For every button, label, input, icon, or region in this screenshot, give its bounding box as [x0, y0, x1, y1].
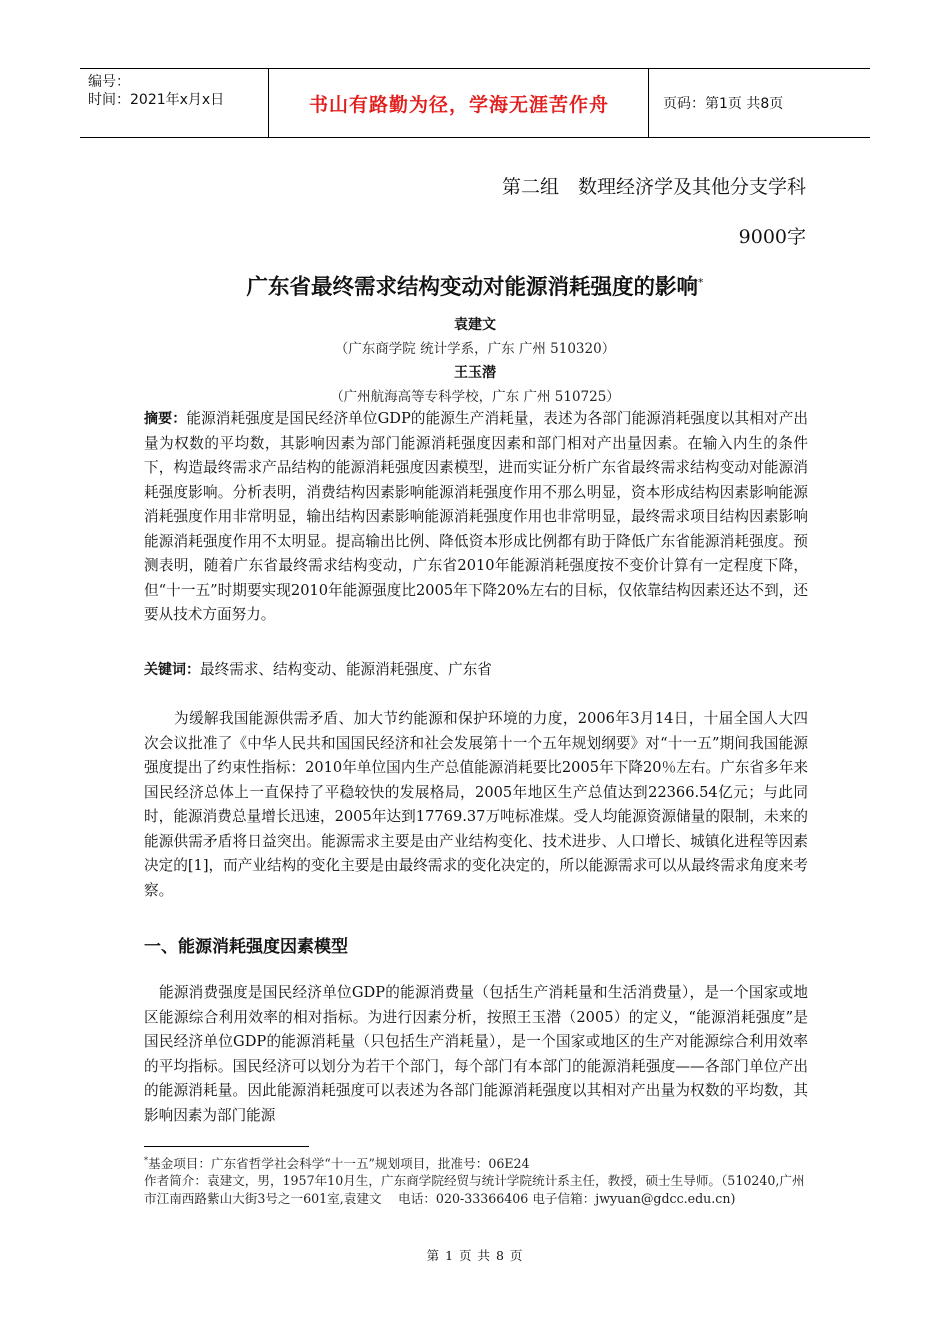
- page-footer: 第 1 页 共 8 页: [426, 1248, 524, 1263]
- section-1-paragraph: 能源消费强度是国民经济单位GDP的能源消费量（包括生产消耗量和生活消费量），是一个国家或地区能源综合利用效率的相对指标。为进行因素分析，按照王玉潜（2005）的定义，“能源消耗强度”是国民经济单位GDP的能源消耗量（只包括生产消耗量），是一个国家或地区的生产对能源综合利用效率的平均指标。国民经济可以划分为若干个部门，每个部门有本部门的能源消耗强度——各部门单位产出的能源消耗量。因此能源消耗强度可以表述为各部门能源消耗强度以其相对产出量为权数的平均数，其影响因素为部门能源: [144, 984, 808, 1124]
- author-2: 王玉潜: [454, 365, 496, 381]
- header-motto-cell: [270, 69, 649, 137]
- footnote-bio: 作者简介：袁建文，男，1957年10月生，广东商学院经贸与统计学院统计系主任，教授，硕士生导师。（510240,广州市江南西路紫山大街3号之一601室,袁建文 电话：020-33366406 电子信箱：jwyuan@gdcc.edu.cn): [144, 1173, 805, 1206]
- title-footnote-mark: *: [698, 275, 704, 289]
- section-heading-1: 一、能源消耗强度因素模型: [144, 937, 348, 957]
- intro-paragraph: 为缓解我国能源供需矛盾、加大节约能源和保护环境的力度，2006年3月14日，十届全国人大四次会议批准了《中华人民共和国国民经济和社会发展第十一个五年规划纲要》对“十一五”期间我国能源强度提出了约束性指标：2010年单位国内生产总值能源消耗要比2005年下降20％左右。广东省多年来国民经济总体上一直保持了平稳较快的发展格局，2005年地区生产总值达到22366.54亿元；与此同时，能源消费总量增长迅速，2005年达到17769.37万吨标准煤。受人均能源资源储量的限制，未来的能源供需矛盾将日益突出。能源需求主要是由产业结构变化、技术进步、人口增长、城镇化进程等因素决定的[1]，而产业结构的变化主要是由最终需求的变化决定的，所以能源需求可以从最终需求角度来考察。: [144, 710, 808, 899]
- keywords-text: 最终需求、结构变动、能源消耗强度、广东省: [200, 661, 492, 678]
- header-motto: 书山有路勤为径，学海无涯苦作舟: [308, 93, 609, 116]
- footnote-fund: [144, 1152, 808, 1173]
- header-code: 编号：: [88, 74, 130, 90]
- header-time: 时间：2021年x月x日: [88, 92, 225, 108]
- abstract: [144, 407, 808, 628]
- author-1: 袁建文: [454, 317, 496, 333]
- footnote-mark: *: [144, 1156, 148, 1165]
- paper-title: [0, 270, 950, 301]
- subject-group: 第二组 数理经济学及其他分支学科: [501, 176, 806, 198]
- header-page-info: 页码：第1页 共8页: [663, 96, 784, 112]
- keywords-label: 关键词：: [144, 662, 200, 678]
- abstract-label: 摘要：: [144, 411, 187, 427]
- abstract-text: 能源消耗强度是国民经济单位GDP的能源生产消耗量，表述为各部门能源消耗强度以其相对产出量为权数的平均数，其影响因素为部门能源消耗强度因素和部门相对产出量因素。在输入内生的条件下，构造最终需求产品结构的能源消耗强度因素模型，进而实证分析广东省最终需求结构变动对能源消耗强度影响。分析表明，消费结构因素影响能源消耗强度作用不那么明显，资本形成结构因素影响能源消耗强度作用非常明显，输出结构因素影响能源消耗强度作用也非常明显，最终需求项目结构因素影响能源消耗强度作用不太明显。提高输出比例、降低资本形成比例都有助于降低广东省能源消耗强度。预测表明，随着广东省最终需求结构变动，广东省2010年能源消耗强度按不变价计算有一定程度下降，但“十一五”时期要实现2010年能源强度比2005年下降20%左右的目标，仅依靠结构因素还达不到，还要从技术方面努力。: [144, 410, 809, 623]
- keywords: [144, 658, 808, 683]
- page-header: [80, 68, 870, 138]
- affiliation-2: （广州航海高等专科学校，广东 广州 510725）: [330, 389, 620, 405]
- paper-title-text: 广东省最终需求结构变动对能源消耗强度的影响: [246, 275, 698, 300]
- footnote-fund-text: 基金项目：广东省哲学社会科学“十一五”规划项目，批准号：06E24: [148, 1156, 530, 1172]
- affiliation-1: （广东商学院 统计学系，广东 广州 510320）: [334, 341, 616, 357]
- header-meta: [80, 69, 269, 137]
- word-count: 9000字: [738, 226, 806, 248]
- footnote-divider: [144, 1146, 309, 1147]
